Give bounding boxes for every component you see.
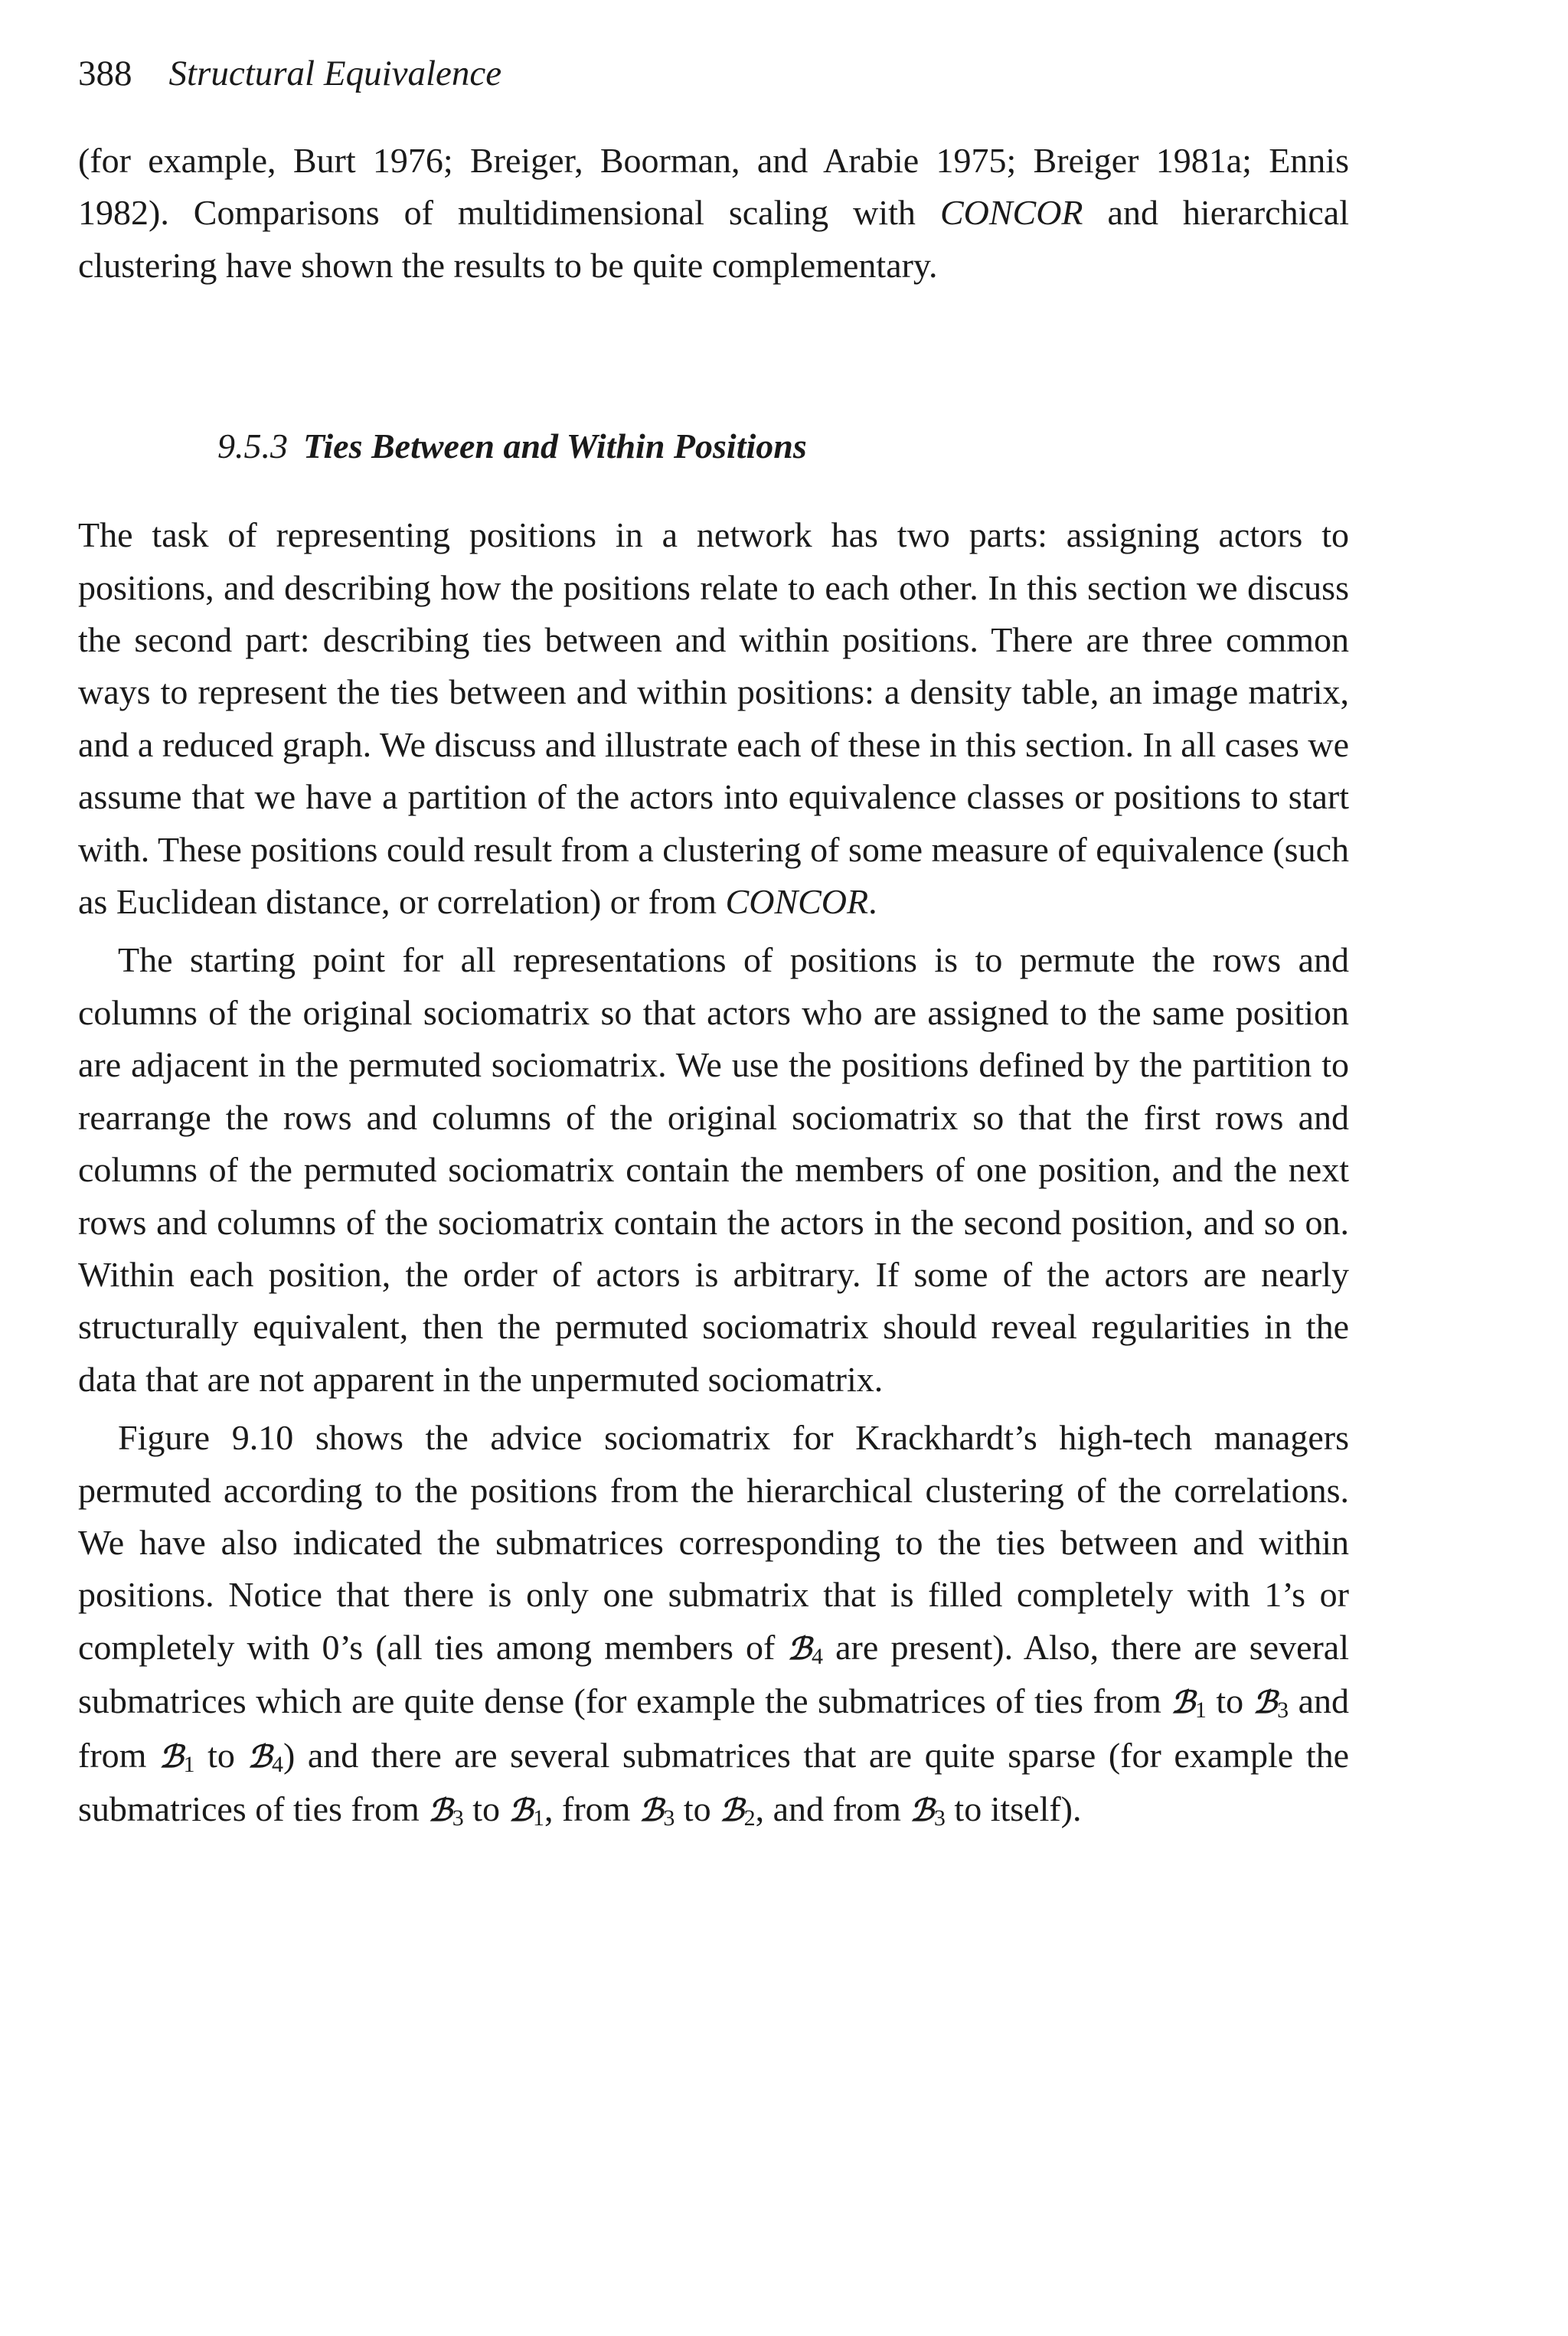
figure-text-i: to bbox=[675, 1789, 720, 1828]
position-symbol: ℬ bbox=[1253, 1684, 1278, 1721]
position-subscript: 3 bbox=[663, 1805, 675, 1831]
position-symbol: ℬ bbox=[787, 1630, 812, 1667]
task-text-a: The task of representing positions in a network has two parts: assigning actors to positions, and describing how the positions relate to each other. In this section we discuss the second part: describing ties between and within positions. There are three common ways to represent the ties between and within positions: a density table, an image matrix, and a reduced graph. We discuss and illustrate each of these in this section. In all cases we assume that we have a partition of the actors into equivalence classes or positions to start with. These positions could result from a clustering of some measure of equivalence (such as Euclidean distance, or correlation) or from bbox=[78, 515, 1349, 922]
paragraph-intro bbox=[78, 135, 1349, 292]
position-symbol: ℬ bbox=[910, 1792, 934, 1828]
position-symbol: ℬ bbox=[1171, 1684, 1195, 1721]
position-subscript: 3 bbox=[933, 1805, 946, 1831]
paragraph-starting-point: The starting point for all representations of positions is to permute the rows and columns of the original sociomatrix so that actors who are assigned to the same position are adjacent in the permuted sociomatrix. We use the positions defined by the partition to rearrange the rows and columns of the original sociomatrix so that the first rows and columns of the permuted sociomatrix contain the members of one position, and the next rows and columns of the sociomatrix contain the actors in the second position, and so on. Within each position, the order of actors is arbitrary. If some of the actors are nearly structurally equivalent, then the permuted sociomatrix should reveal regularities in the data that are not apparent in the unpermuted sociomatrix. bbox=[78, 940, 1349, 1399]
figure-text-a: Figure 9.10 shows the advice sociomatrix for Krackhardt’s high-tech managers permuted according to the positions from the hierarchical clustering of the correlations. We have also indicated the submatrices corresponding to the ties between and within positions. Notice that there is only one submatrix that is filled completely with 1’s or completely with 0’s (all ties among members of bbox=[78, 1418, 1349, 1667]
figure-text-j: , and from bbox=[755, 1789, 910, 1828]
book-page bbox=[78, 51, 1349, 1837]
concor-term: CONCOR bbox=[939, 193, 1083, 233]
page-number: 388 bbox=[78, 54, 132, 93]
figure-text-d: and from bbox=[78, 1681, 1350, 1775]
figure-text-e: to bbox=[194, 1735, 248, 1775]
position-symbol: ℬ bbox=[508, 1792, 534, 1828]
running-head bbox=[78, 51, 1349, 96]
intro-text-a: (for example, Burt 1976; Breiger, Boorman, and Arabie 1975; Breiger 1981a; Ennis 1982). Comparisons of multidimensional scaling with bbox=[78, 141, 1349, 233]
figure-text-b: are present). Also, there are several submatrices which are quite dense (for example the submatrices of ties from bbox=[78, 1627, 1349, 1721]
position-symbol: ℬ bbox=[428, 1792, 452, 1828]
intro-text-b: and hierarchical clustering have shown the results to be quite complementary. bbox=[78, 193, 1349, 285]
section-heading bbox=[78, 423, 1349, 469]
task-text-b: . bbox=[868, 882, 877, 922]
paragraph-task bbox=[78, 509, 1349, 928]
section-title: Ties Between and Within Positions bbox=[303, 426, 807, 466]
paragraph-figure bbox=[78, 1412, 1349, 1837]
figure-text-f: ) and there are several submatrices that are quite sparse (for example the submatrices of ties from bbox=[78, 1735, 1350, 1828]
position-symbol: ℬ bbox=[247, 1738, 272, 1775]
position-subscript: 4 bbox=[271, 1751, 283, 1777]
section-number: 9.5.3 bbox=[217, 426, 288, 466]
figure-text-c: to bbox=[1206, 1681, 1253, 1721]
position-subscript: 1 bbox=[533, 1805, 545, 1831]
figure-text-g: to bbox=[463, 1789, 509, 1828]
position-symbol: ℬ bbox=[639, 1792, 664, 1828]
concor-term: CONCOR bbox=[725, 882, 869, 922]
position-subscript: 3 bbox=[452, 1805, 464, 1831]
position-subscript: 3 bbox=[1277, 1697, 1289, 1723]
position-symbol: ℬ bbox=[720, 1792, 744, 1828]
position-subscript: 4 bbox=[811, 1643, 823, 1669]
running-title: Structural Equivalence bbox=[168, 54, 502, 93]
figure-text-h: , from bbox=[544, 1789, 639, 1828]
position-symbol: ℬ bbox=[159, 1738, 184, 1775]
figure-text-k: to itself). bbox=[945, 1789, 1082, 1828]
position-subscript: 1 bbox=[1194, 1697, 1207, 1723]
position-subscript: 1 bbox=[183, 1751, 195, 1777]
position-subscript: 2 bbox=[743, 1805, 756, 1831]
